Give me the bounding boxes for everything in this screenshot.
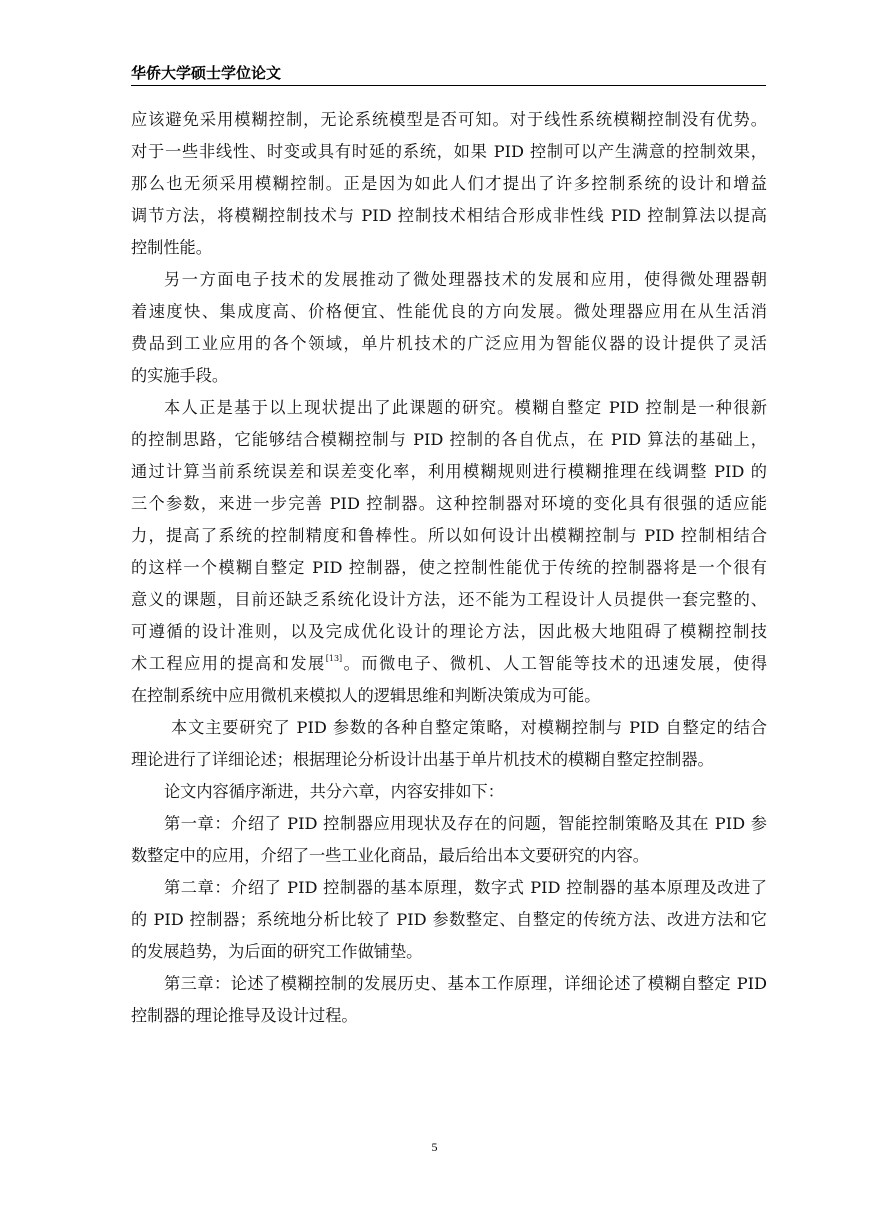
page-number: 5 — [431, 1140, 438, 1154]
text-line: 控制器的理论推导及设计过程。 — [131, 1006, 358, 1025]
header-rule — [131, 85, 766, 86]
text-line: 的这样一个模糊自整定 PID 控制器，使之控制性能优于传统的控制器将是一个很有 — [131, 558, 767, 577]
paragraph-5 — [131, 776, 767, 808]
text-line: 着速度快、集成度高、价格便宜、性能优良的方向发展。微处理器应用在从生活消 — [131, 302, 767, 321]
paragraph-1 — [131, 104, 767, 264]
paragraph-3 — [131, 392, 767, 712]
text-line: 另一方面电子技术的发展推动了微处理器技术的发展和应用，使得微处理器朝 — [164, 270, 767, 289]
text-line: 控制性能。 — [131, 238, 212, 257]
text-line: 应该避免采用模糊控制，无论系统模型是否可知。对于线性系统模糊控制没有优势。 — [131, 110, 767, 129]
text-line: 通过计算当前系统误差和误差变化率，利用模糊规则进行模糊推理在线调整 PID 的 — [131, 462, 767, 481]
paragraph-2 — [131, 264, 767, 392]
text-line-with-citation — [131, 648, 767, 680]
text-line: 对于一些非线性、时变或具有时延的系统，如果 PID 控制可以产生满意的控制效果， — [131, 142, 767, 161]
header-title: 华侨大学硕士学位论文 — [131, 64, 282, 82]
running-header — [131, 64, 766, 82]
paragraph-chapter-2 — [131, 872, 767, 968]
text-line: 力，提高了系统的控制精度和鲁棒性。所以如何设计出模糊控制与 PID 控制相结合 — [131, 526, 767, 545]
text-line: 意义的课题，目前还缺乏系统化设计方法，还不能为工程设计人员提供一套完整的、 — [131, 590, 767, 609]
text-line: 的 PID 控制器；系统地分析比较了 PID 参数整定、自整定的传统方法、改进方法和它 — [131, 910, 767, 929]
paragraph-chapter-1 — [131, 808, 767, 872]
citation-line-after: 。而微电子、微机、人工智能等技术的迅速发展，使得 — [342, 654, 768, 673]
text-line: 费品到工业应用的各个领域，单片机技术的广泛应用为智能仪器的设计提供了灵活 — [131, 334, 767, 353]
text-line: 在控制系统中应用微机来模拟人的逻辑思维和判断决策成为可能。 — [131, 686, 601, 705]
text-line: 那么也无须采用模糊控制。正是因为如此人们才提出了许多控制系统的设计和增益 — [131, 174, 767, 193]
body-text — [131, 104, 767, 1032]
citation-line-before: 术工程应用的提高和发展 — [131, 654, 326, 673]
citation-mark: [13] — [325, 654, 343, 663]
text-line: 调节方法，将模糊控制技术与 PID 控制技术相结合形成非性线 PID 控制算法以提高 — [131, 206, 767, 225]
text-line: 本文主要研究了 PID 参数的各种自整定策略，对模糊控制与 PID 自整定的结合 — [171, 718, 767, 737]
text-line: 第二章：介绍了 PID 控制器的基本原理，数字式 PID 控制器的基本原理及改进了 — [164, 878, 767, 897]
text-line: 第三章：论述了模糊控制的发展历史、基本工作原理，详细论述了模糊自整定 PID — [164, 974, 767, 993]
text-line: 的实施手段。 — [131, 366, 229, 385]
text-line: 的发展趋势，为后面的研究工作做铺垫。 — [131, 942, 423, 961]
paragraph-4 — [131, 712, 767, 776]
text-line: 理论进行了详细论述；根据理论分析设计出基于单片机技术的模糊自整定控制器。 — [131, 750, 714, 769]
text-line: 第一章：介绍了 PID 控制器应用现状及存在的问题，智能控制策略及其在 PID 参 — [164, 814, 767, 833]
paragraph-chapter-3 — [131, 968, 767, 1032]
text-line: 数整定中的应用，介绍了一些工业化商品，最后给出本文要研究的内容。 — [131, 846, 649, 865]
text-line: 三个参数，来进一步完善 PID 控制器。这种控制器对环境的变化具有很强的适应能 — [131, 494, 767, 513]
text-line: 的控制思路，它能够结合模糊控制与 PID 控制的各自优点，在 PID 算法的基础上， — [131, 430, 767, 449]
text-line: 本人正是基于以上现状提出了此课题的研究。模糊自整定 PID 控制是一种很新 — [164, 398, 767, 417]
text-line: 论文内容循序渐进，共分六章，内容安排如下： — [164, 782, 504, 801]
text-line: 可遵循的设计准则，以及完成优化设计的理论方法，因此极大地阻碍了模糊控制技 — [131, 622, 767, 641]
